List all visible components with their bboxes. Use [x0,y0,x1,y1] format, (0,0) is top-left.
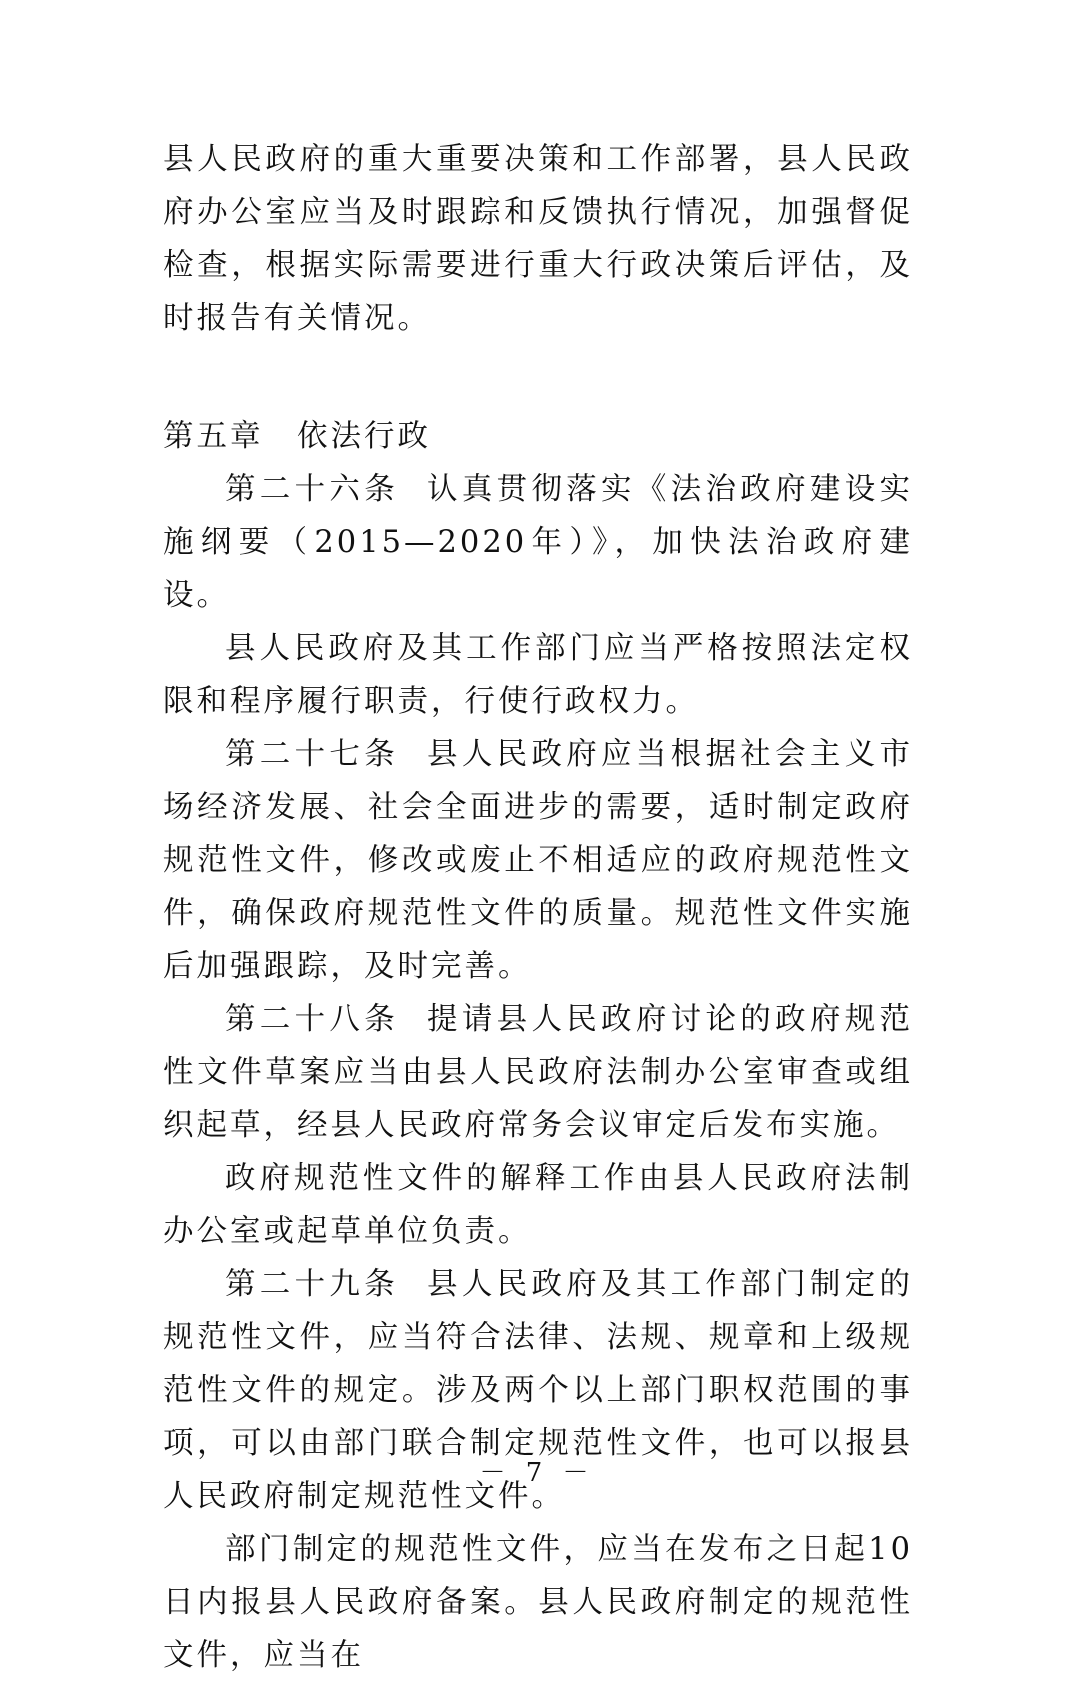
article-28 [163,993,913,1152]
article-text: 县人民政府应当根据社会主义市场经济发展、社会全面进步的需要，适时制定政府规范性文件，修改或废止不相适应的政府规范性文件，确保政府规范性文件的质量。规范性文件实施后加强跟踪，及时完善。 [163,737,914,984]
article-28-paragraph-2 [163,1152,913,1258]
article-text: 部门制定的规范性文件，应当在发布之日起10日内报县人民政府备案。县人民政府制定的规范性文件，应当在 [163,1532,913,1673]
article-26 [163,463,913,622]
article-label: 第二十七条 [225,737,400,772]
article-label: 第二十六条 [225,472,400,507]
article-text: 县人民政府及其工作部门制定的规范性文件，应当符合法律、法规、规章和上级规范性文件的规定。涉及两个以上部门职权范围的事项，可以由部门联合制定规范性文件，也可以报县人民政府制定规范性文件。 [163,1267,914,1514]
article-27 [163,728,913,993]
paragraph-continuation: 县人民政府的重大重要决策和工作部署，县人民政府办公室应当及时跟踪和反馈执行情况，加强督促检查，根据实际需要进行重大行政决策后评估，及时报告有关情况。 [163,142,913,336]
article-label: 第二十八条 [225,1002,400,1037]
chapter-title: 第五章 依法行政 [163,419,431,454]
article-text: 认真贯彻落实《法治政府建设实施纲要（2015—2020年）》，加快法治政府建设。 [163,472,914,613]
article-text: 政府规范性文件的解释工作由县人民政府法制办公室或起草单位负责。 [163,1161,913,1249]
page-number: － 7 － [479,1458,595,1488]
article-26-paragraph-2 [163,622,913,728]
document-body [163,133,913,1682]
article-text: 县人民政府及其工作部门应当严格按照法定权限和程序履行职责，行使行政权力。 [163,631,913,719]
article-text: 提请县人民政府讨论的政府规范性文件草案应当由县人民政府法制办公室审查或组织起草，经县人民政府常务会议审定后发布实施。 [163,1002,914,1143]
article-label: 第二十九条 [225,1267,400,1302]
article-29-paragraph-2 [163,1523,913,1682]
